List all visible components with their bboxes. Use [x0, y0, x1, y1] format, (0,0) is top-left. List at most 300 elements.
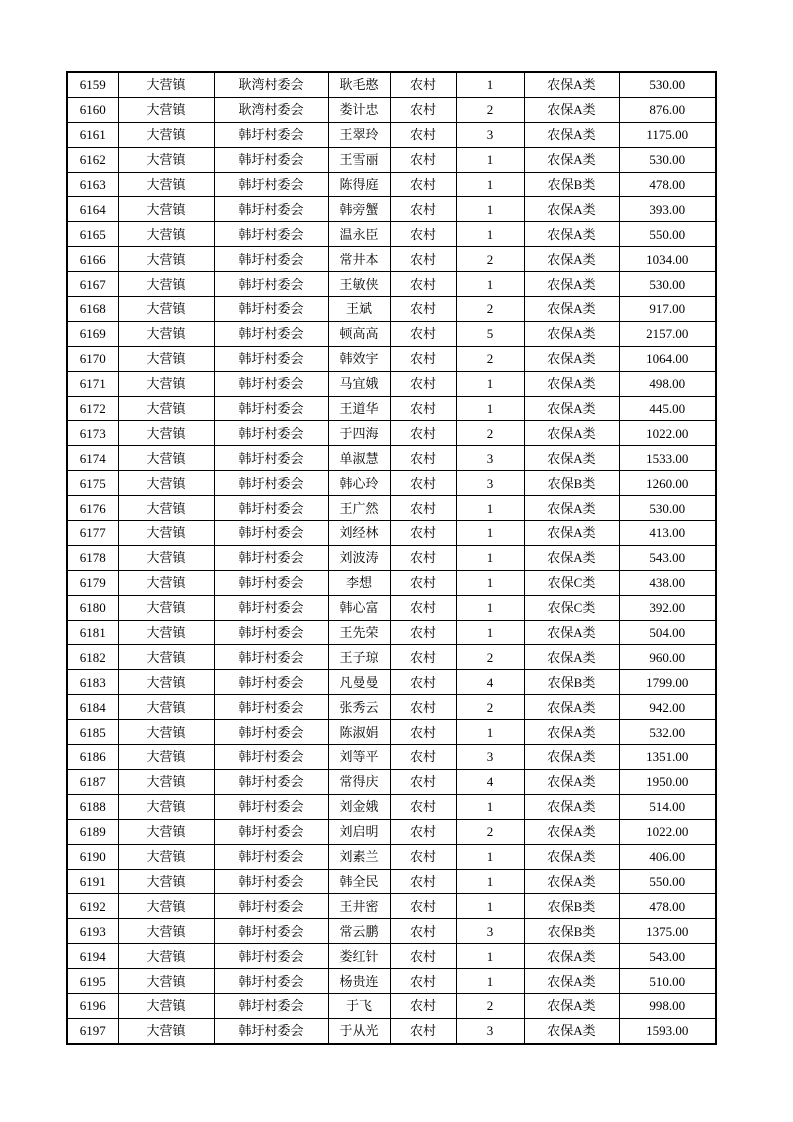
table-row — [67, 222, 716, 247]
cell-insurance-category: 农保A类 — [524, 993, 619, 1018]
cell-record-id: 6197 — [67, 1018, 118, 1043]
cell-residence-type: 农村 — [390, 272, 456, 297]
cell-amount: 960.00 — [619, 645, 716, 670]
cell-town: 大营镇 — [118, 869, 214, 894]
cell-person-name: 韩心玲 — [328, 471, 390, 496]
cell-town: 大营镇 — [118, 247, 214, 272]
cell-town: 大营镇 — [118, 745, 214, 770]
cell-insurance-category: 农保A类 — [524, 122, 619, 147]
table-row — [67, 72, 716, 97]
cell-village-committee: 韩圩村委会 — [214, 471, 328, 496]
table-row — [67, 894, 716, 919]
cell-person-count: 2 — [456, 421, 524, 446]
cell-amount: 1950.00 — [619, 769, 716, 794]
cell-residence-type: 农村 — [390, 321, 456, 346]
cell-village-committee: 韩圩村委会 — [214, 769, 328, 794]
cell-record-id: 6187 — [67, 769, 118, 794]
cell-record-id: 6163 — [67, 172, 118, 197]
table-row — [67, 446, 716, 471]
cell-person-name: 王先荣 — [328, 620, 390, 645]
cell-amount: 550.00 — [619, 869, 716, 894]
cell-amount: 514.00 — [619, 794, 716, 819]
cell-insurance-category: 农保A类 — [524, 396, 619, 421]
cell-person-name: 王广然 — [328, 496, 390, 521]
cell-village-committee: 韩圩村委会 — [214, 446, 328, 471]
cell-village-committee: 韩圩村委会 — [214, 321, 328, 346]
cell-residence-type: 农村 — [390, 969, 456, 994]
cell-person-name: 陈得庭 — [328, 172, 390, 197]
cell-record-id: 6185 — [67, 720, 118, 745]
cell-amount: 1799.00 — [619, 670, 716, 695]
table-row — [67, 1018, 716, 1043]
cell-village-committee: 韩圩村委会 — [214, 819, 328, 844]
cell-person-name: 陈淑娟 — [328, 720, 390, 745]
cell-residence-type: 农村 — [390, 794, 456, 819]
cell-residence-type: 农村 — [390, 147, 456, 172]
cell-amount: 550.00 — [619, 222, 716, 247]
cell-insurance-category: 农保A类 — [524, 769, 619, 794]
cell-record-id: 6188 — [67, 794, 118, 819]
cell-amount: 1260.00 — [619, 471, 716, 496]
cell-record-id: 6179 — [67, 570, 118, 595]
cell-town: 大营镇 — [118, 695, 214, 720]
cell-village-committee: 韩圩村委会 — [214, 869, 328, 894]
cell-amount: 478.00 — [619, 894, 716, 919]
cell-record-id: 6175 — [67, 471, 118, 496]
cell-residence-type: 农村 — [390, 346, 456, 371]
table-row — [67, 147, 716, 172]
cell-person-name: 单淑慧 — [328, 446, 390, 471]
table-row — [67, 97, 716, 122]
cell-village-committee: 韩圩村委会 — [214, 396, 328, 421]
cell-record-id: 6161 — [67, 122, 118, 147]
cell-residence-type: 农村 — [390, 1018, 456, 1043]
table-row — [67, 521, 716, 546]
cell-person-name: 刘金娥 — [328, 794, 390, 819]
cell-residence-type: 农村 — [390, 944, 456, 969]
cell-insurance-category: 农保C类 — [524, 570, 619, 595]
cell-record-id: 6191 — [67, 869, 118, 894]
cell-town: 大营镇 — [118, 919, 214, 944]
cell-person-count: 2 — [456, 993, 524, 1018]
cell-person-count: 1 — [456, 496, 524, 521]
cell-village-committee: 韩圩村委会 — [214, 496, 328, 521]
table-row — [67, 620, 716, 645]
cell-person-name: 于从光 — [328, 1018, 390, 1043]
cell-person-name: 常得庆 — [328, 769, 390, 794]
cell-person-name: 于飞 — [328, 993, 390, 1018]
cell-person-count: 3 — [456, 446, 524, 471]
table-row — [67, 695, 716, 720]
table-row — [67, 844, 716, 869]
cell-village-committee: 韩圩村委会 — [214, 197, 328, 222]
cell-amount: 1175.00 — [619, 122, 716, 147]
cell-person-count: 1 — [456, 894, 524, 919]
cell-insurance-category: 农保B类 — [524, 919, 619, 944]
cell-town: 大营镇 — [118, 346, 214, 371]
cell-person-name: 韩旁蟹 — [328, 197, 390, 222]
cell-record-id: 6174 — [67, 446, 118, 471]
cell-amount: 1593.00 — [619, 1018, 716, 1043]
cell-insurance-category: 农保A类 — [524, 421, 619, 446]
cell-record-id: 6190 — [67, 844, 118, 869]
cell-residence-type: 农村 — [390, 545, 456, 570]
cell-town: 大营镇 — [118, 545, 214, 570]
table-row — [67, 819, 716, 844]
cell-person-name: 常井本 — [328, 247, 390, 272]
cell-person-count: 2 — [456, 97, 524, 122]
cell-person-count: 1 — [456, 595, 524, 620]
cell-town: 大营镇 — [118, 1018, 214, 1043]
cell-residence-type: 农村 — [390, 620, 456, 645]
cell-person-name: 韩心富 — [328, 595, 390, 620]
table-row — [67, 172, 716, 197]
cell-residence-type: 农村 — [390, 595, 456, 620]
table-row — [67, 197, 716, 222]
cell-town: 大营镇 — [118, 819, 214, 844]
cell-insurance-category: 农保B类 — [524, 670, 619, 695]
table-row — [67, 570, 716, 595]
subsidy-table — [66, 71, 717, 1045]
cell-town: 大营镇 — [118, 645, 214, 670]
table-row — [67, 545, 716, 570]
cell-person-name: 杨贵连 — [328, 969, 390, 994]
table-row — [67, 944, 716, 969]
table-row — [67, 346, 716, 371]
cell-person-name: 顿高高 — [328, 321, 390, 346]
cell-insurance-category: 农保A类 — [524, 197, 619, 222]
cell-residence-type: 农村 — [390, 720, 456, 745]
table-body — [67, 72, 716, 1044]
cell-residence-type: 农村 — [390, 670, 456, 695]
table-row — [67, 769, 716, 794]
cell-person-name: 王子琼 — [328, 645, 390, 670]
cell-residence-type: 农村 — [390, 993, 456, 1018]
cell-residence-type: 农村 — [390, 197, 456, 222]
cell-town: 大营镇 — [118, 396, 214, 421]
cell-insurance-category: 农保A类 — [524, 844, 619, 869]
cell-person-count: 1 — [456, 371, 524, 396]
cell-person-count: 2 — [456, 645, 524, 670]
cell-insurance-category: 农保A类 — [524, 321, 619, 346]
table-row — [67, 595, 716, 620]
cell-town: 大营镇 — [118, 72, 214, 97]
cell-amount: 543.00 — [619, 944, 716, 969]
cell-town: 大营镇 — [118, 172, 214, 197]
cell-record-id: 6196 — [67, 993, 118, 1018]
cell-residence-type: 农村 — [390, 570, 456, 595]
cell-village-committee: 韩圩村委会 — [214, 720, 328, 745]
cell-town: 大营镇 — [118, 595, 214, 620]
cell-town: 大营镇 — [118, 521, 214, 546]
cell-person-name: 娄红针 — [328, 944, 390, 969]
cell-residence-type: 农村 — [390, 769, 456, 794]
cell-village-committee: 韩圩村委会 — [214, 222, 328, 247]
cell-insurance-category: 农保A类 — [524, 695, 619, 720]
cell-insurance-category: 农保A类 — [524, 944, 619, 969]
cell-village-committee: 耿湾村委会 — [214, 97, 328, 122]
cell-insurance-category: 农保A类 — [524, 819, 619, 844]
cell-insurance-category: 农保A类 — [524, 545, 619, 570]
cell-record-id: 6180 — [67, 595, 118, 620]
table-row — [67, 993, 716, 1018]
cell-person-count: 1 — [456, 869, 524, 894]
cell-town: 大营镇 — [118, 446, 214, 471]
cell-insurance-category: 农保A类 — [524, 147, 619, 172]
cell-person-count: 1 — [456, 844, 524, 869]
cell-person-count: 1 — [456, 720, 524, 745]
cell-person-count: 2 — [456, 297, 524, 322]
cell-person-name: 王道华 — [328, 396, 390, 421]
cell-residence-type: 农村 — [390, 471, 456, 496]
cell-town: 大营镇 — [118, 371, 214, 396]
cell-record-id: 6183 — [67, 670, 118, 695]
cell-insurance-category: 农保A类 — [524, 97, 619, 122]
cell-insurance-category: 农保A类 — [524, 446, 619, 471]
cell-village-committee: 韩圩村委会 — [214, 371, 328, 396]
cell-person-count: 1 — [456, 545, 524, 570]
cell-record-id: 6171 — [67, 371, 118, 396]
cell-record-id: 6169 — [67, 321, 118, 346]
cell-record-id: 6170 — [67, 346, 118, 371]
cell-residence-type: 农村 — [390, 172, 456, 197]
cell-amount: 1022.00 — [619, 819, 716, 844]
cell-amount: 876.00 — [619, 97, 716, 122]
cell-town: 大营镇 — [118, 844, 214, 869]
cell-town: 大营镇 — [118, 670, 214, 695]
cell-residence-type: 农村 — [390, 122, 456, 147]
table-row — [67, 645, 716, 670]
cell-town: 大营镇 — [118, 769, 214, 794]
cell-residence-type: 农村 — [390, 894, 456, 919]
cell-record-id: 6192 — [67, 894, 118, 919]
cell-insurance-category: 农保A类 — [524, 794, 619, 819]
cell-amount: 917.00 — [619, 297, 716, 322]
cell-amount: 1533.00 — [619, 446, 716, 471]
cell-amount: 438.00 — [619, 570, 716, 595]
cell-town: 大营镇 — [118, 894, 214, 919]
table-row — [67, 122, 716, 147]
cell-person-count: 1 — [456, 222, 524, 247]
cell-insurance-category: 农保A类 — [524, 247, 619, 272]
cell-village-committee: 韩圩村委会 — [214, 919, 328, 944]
cell-residence-type: 农村 — [390, 521, 456, 546]
table-row — [67, 794, 716, 819]
cell-village-committee: 韩圩村委会 — [214, 247, 328, 272]
cell-town: 大营镇 — [118, 969, 214, 994]
cell-insurance-category: 农保A类 — [524, 645, 619, 670]
cell-person-name: 王敏侠 — [328, 272, 390, 297]
cell-amount: 998.00 — [619, 993, 716, 1018]
cell-record-id: 6189 — [67, 819, 118, 844]
cell-village-committee: 韩圩村委会 — [214, 944, 328, 969]
cell-village-committee: 韩圩村委会 — [214, 570, 328, 595]
cell-insurance-category: 农保A类 — [524, 745, 619, 770]
cell-village-committee: 耿湾村委会 — [214, 72, 328, 97]
table-row — [67, 496, 716, 521]
cell-town: 大营镇 — [118, 720, 214, 745]
cell-record-id: 6168 — [67, 297, 118, 322]
cell-village-committee: 韩圩村委会 — [214, 545, 328, 570]
cell-village-committee: 韩圩村委会 — [214, 844, 328, 869]
cell-record-id: 6184 — [67, 695, 118, 720]
cell-village-committee: 韩圩村委会 — [214, 421, 328, 446]
cell-residence-type: 农村 — [390, 869, 456, 894]
cell-town: 大营镇 — [118, 297, 214, 322]
cell-amount: 530.00 — [619, 147, 716, 172]
cell-village-committee: 韩圩村委会 — [214, 794, 328, 819]
table-row — [67, 421, 716, 446]
cell-person-count: 4 — [456, 769, 524, 794]
cell-record-id: 6162 — [67, 147, 118, 172]
cell-residence-type: 农村 — [390, 645, 456, 670]
cell-town: 大营镇 — [118, 222, 214, 247]
cell-person-name: 王斌 — [328, 297, 390, 322]
cell-insurance-category: 农保B类 — [524, 471, 619, 496]
table-row — [67, 670, 716, 695]
cell-record-id: 6166 — [67, 247, 118, 272]
cell-town: 大营镇 — [118, 122, 214, 147]
cell-person-name: 王翠玲 — [328, 122, 390, 147]
cell-residence-type: 农村 — [390, 396, 456, 421]
cell-record-id: 6181 — [67, 620, 118, 645]
cell-village-committee: 韩圩村委会 — [214, 1018, 328, 1043]
cell-person-count: 1 — [456, 620, 524, 645]
cell-person-name: 于四海 — [328, 421, 390, 446]
cell-record-id: 6176 — [67, 496, 118, 521]
cell-amount: 445.00 — [619, 396, 716, 421]
cell-amount: 504.00 — [619, 620, 716, 645]
cell-person-count: 3 — [456, 1018, 524, 1043]
cell-record-id: 6195 — [67, 969, 118, 994]
cell-record-id: 6182 — [67, 645, 118, 670]
cell-record-id: 6177 — [67, 521, 118, 546]
cell-person-count: 3 — [456, 745, 524, 770]
cell-amount: 1375.00 — [619, 919, 716, 944]
cell-person-name: 刘波涛 — [328, 545, 390, 570]
cell-residence-type: 农村 — [390, 97, 456, 122]
cell-village-committee: 韩圩村委会 — [214, 969, 328, 994]
cell-amount: 2157.00 — [619, 321, 716, 346]
cell-village-committee: 韩圩村委会 — [214, 670, 328, 695]
cell-village-committee: 韩圩村委会 — [214, 645, 328, 670]
cell-amount: 1022.00 — [619, 421, 716, 446]
cell-insurance-category: 农保A类 — [524, 72, 619, 97]
cell-person-count: 1 — [456, 794, 524, 819]
table-row — [67, 321, 716, 346]
cell-person-count: 5 — [456, 321, 524, 346]
cell-village-committee: 韩圩村委会 — [214, 122, 328, 147]
cell-town: 大营镇 — [118, 471, 214, 496]
cell-amount: 413.00 — [619, 521, 716, 546]
cell-town: 大营镇 — [118, 321, 214, 346]
table-row — [67, 297, 716, 322]
cell-town: 大营镇 — [118, 496, 214, 521]
cell-village-committee: 韩圩村委会 — [214, 272, 328, 297]
cell-insurance-category: 农保A类 — [524, 346, 619, 371]
table-row — [67, 396, 716, 421]
cell-record-id: 6178 — [67, 545, 118, 570]
cell-insurance-category: 农保C类 — [524, 595, 619, 620]
cell-residence-type: 农村 — [390, 222, 456, 247]
table-row — [67, 247, 716, 272]
table-row — [67, 969, 716, 994]
cell-person-name: 常云鹏 — [328, 919, 390, 944]
cell-person-count: 1 — [456, 147, 524, 172]
cell-town: 大营镇 — [118, 97, 214, 122]
cell-residence-type: 农村 — [390, 844, 456, 869]
cell-amount: 532.00 — [619, 720, 716, 745]
cell-person-name: 凡曼曼 — [328, 670, 390, 695]
cell-residence-type: 农村 — [390, 72, 456, 97]
cell-village-committee: 韩圩村委会 — [214, 147, 328, 172]
cell-person-name: 刘等平 — [328, 745, 390, 770]
table-row — [67, 869, 716, 894]
cell-residence-type: 农村 — [390, 919, 456, 944]
cell-town: 大营镇 — [118, 944, 214, 969]
cell-person-name: 韩全民 — [328, 869, 390, 894]
cell-insurance-category: 农保A类 — [524, 1018, 619, 1043]
cell-person-count: 1 — [456, 396, 524, 421]
cell-person-count: 3 — [456, 919, 524, 944]
cell-person-count: 1 — [456, 172, 524, 197]
cell-person-count: 2 — [456, 695, 524, 720]
cell-village-committee: 韩圩村委会 — [214, 521, 328, 546]
cell-village-committee: 韩圩村委会 — [214, 297, 328, 322]
cell-village-committee: 韩圩村委会 — [214, 894, 328, 919]
cell-village-committee: 韩圩村委会 — [214, 695, 328, 720]
cell-person-name: 张秀云 — [328, 695, 390, 720]
cell-residence-type: 农村 — [390, 421, 456, 446]
cell-village-committee: 韩圩村委会 — [214, 595, 328, 620]
cell-person-name: 王雪丽 — [328, 147, 390, 172]
cell-town: 大营镇 — [118, 147, 214, 172]
cell-amount: 393.00 — [619, 197, 716, 222]
cell-town: 大营镇 — [118, 570, 214, 595]
cell-amount: 530.00 — [619, 272, 716, 297]
cell-person-count: 3 — [456, 122, 524, 147]
cell-insurance-category: 农保A类 — [524, 620, 619, 645]
table-row — [67, 745, 716, 770]
cell-amount: 392.00 — [619, 595, 716, 620]
cell-residence-type: 农村 — [390, 446, 456, 471]
cell-amount: 942.00 — [619, 695, 716, 720]
table-row — [67, 720, 716, 745]
cell-town: 大营镇 — [118, 794, 214, 819]
table-row — [67, 471, 716, 496]
cell-person-count: 4 — [456, 670, 524, 695]
cell-person-name: 王井密 — [328, 894, 390, 919]
cell-record-id: 6167 — [67, 272, 118, 297]
cell-person-count: 1 — [456, 969, 524, 994]
cell-person-count: 1 — [456, 72, 524, 97]
cell-residence-type: 农村 — [390, 371, 456, 396]
cell-person-count: 1 — [456, 272, 524, 297]
cell-village-committee: 韩圩村委会 — [214, 346, 328, 371]
cell-person-count: 1 — [456, 944, 524, 969]
cell-insurance-category: 农保A类 — [524, 969, 619, 994]
cell-person-count: 1 — [456, 570, 524, 595]
cell-residence-type: 农村 — [390, 297, 456, 322]
cell-residence-type: 农村 — [390, 496, 456, 521]
cell-town: 大营镇 — [118, 197, 214, 222]
table-row — [67, 919, 716, 944]
cell-insurance-category: 农保A类 — [524, 297, 619, 322]
cell-person-count: 2 — [456, 819, 524, 844]
cell-insurance-category: 农保A类 — [524, 496, 619, 521]
cell-amount: 406.00 — [619, 844, 716, 869]
cell-insurance-category: 农保A类 — [524, 272, 619, 297]
